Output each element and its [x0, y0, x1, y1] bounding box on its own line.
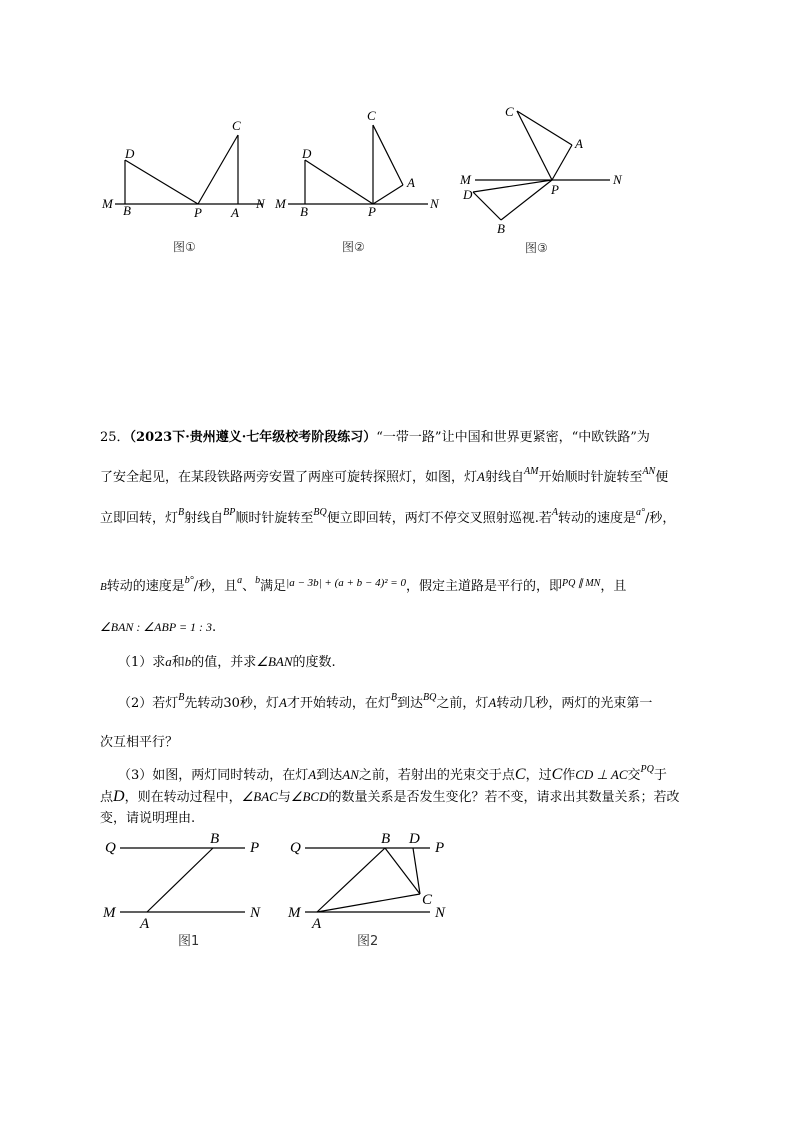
ratio-expression: ∠BAN : ∠ABP = 1 : 3: [100, 620, 213, 634]
text: 转动的速度是: [106, 579, 185, 594]
text: ，则在转动过程中，: [124, 790, 242, 805]
text: 转动几秒，两灯的光束第一: [496, 696, 653, 711]
problem-line-4: [100, 575, 720, 597]
text: 便: [655, 470, 669, 485]
var: AM: [523, 466, 539, 477]
text: .: [212, 620, 217, 635]
figure-2-bottom: [285, 830, 465, 950]
text: 和: [171, 655, 185, 670]
label-c: C: [367, 108, 376, 123]
caption: 图②: [342, 240, 365, 254]
text: 的度数.: [292, 655, 336, 670]
var: b°: [184, 575, 194, 586]
text: 立即回转，灯: [100, 511, 179, 526]
text: /秒，且: [193, 579, 238, 594]
var: a°: [635, 507, 645, 518]
text: （3）如图，两灯同时转动，在灯: [118, 768, 309, 783]
var: B: [390, 692, 398, 703]
segment-ca: [373, 125, 403, 185]
var: C: [551, 766, 563, 783]
label-p: P: [250, 840, 260, 856]
text: ，假定主道路是平行的，即: [405, 579, 562, 594]
text: （2）若灯: [118, 696, 179, 711]
text: 变，请说明理由.: [100, 811, 196, 826]
label-d: D: [409, 831, 420, 847]
segment-ap: [373, 185, 403, 204]
angle: ∠BAC: [241, 789, 278, 804]
label-n: N: [430, 196, 439, 211]
text: /秒，: [644, 511, 676, 526]
segment-ab: [147, 848, 213, 912]
figure-3-top-svg: [455, 100, 635, 255]
label-q: Q: [290, 840, 301, 856]
var: BQ: [423, 692, 437, 703]
var: BQ: [313, 507, 327, 518]
var: PQ: [640, 764, 654, 775]
text: 之前，灯: [436, 696, 489, 711]
var: AN: [642, 466, 656, 477]
label-a: A: [312, 916, 322, 932]
var: A: [551, 507, 558, 518]
problem-line-5: [100, 618, 720, 637]
text: 次互相平行？: [100, 735, 179, 750]
text: 才开始转动，在灯: [286, 696, 391, 711]
segment-bc: [385, 848, 420, 894]
problem-line-2: [100, 468, 720, 488]
text: 的数量关系是否发生变化？若不变，请求出其数量关系；若改: [328, 790, 680, 805]
label-p: P: [194, 205, 202, 220]
text: 先转动30秒，灯: [184, 696, 279, 711]
text: 于: [653, 768, 667, 783]
text: 到达: [316, 768, 343, 783]
text: 到达: [397, 696, 424, 711]
label-n: N: [256, 196, 265, 211]
var: A: [488, 695, 497, 710]
var: A: [308, 767, 317, 782]
equation: |a − 3b| + (a + b − 4)² = 0: [286, 577, 406, 589]
text: 顺时针旋转至: [235, 511, 314, 526]
label-n: N: [250, 905, 261, 921]
caption: 图③: [525, 241, 548, 255]
caption: 图①: [173, 240, 196, 254]
perpendicular-expression: CD ⊥ AC: [575, 767, 628, 782]
figure-2-top: [270, 105, 450, 255]
segment-ap: [552, 145, 572, 180]
question-2-line-2: [100, 734, 720, 752]
label-d: D: [125, 146, 135, 161]
question-3-line-3: [100, 810, 720, 828]
var: AN: [342, 767, 359, 782]
var: b: [255, 575, 261, 586]
label-a: A: [407, 175, 415, 190]
problem-line-1: [100, 429, 720, 447]
text: 射线自: [484, 470, 524, 485]
label-c: C: [232, 118, 241, 133]
var: B: [178, 692, 185, 703]
label-q: Q: [105, 840, 116, 856]
problem-source: （2023下·贵州遵义·七年级校考阶段练习）: [129, 430, 377, 445]
question-3-line-1: [118, 766, 738, 786]
segment-dp: [305, 160, 373, 204]
segment-db: [473, 192, 501, 220]
label-b: B: [300, 204, 308, 219]
text: 开始顺时针旋转至: [538, 470, 643, 485]
text: “一带一路”让中国和世界更紧密，“中欧铁路”为: [376, 430, 650, 445]
label-d: D: [302, 146, 312, 161]
text: 了安全起见，在某段铁路两旁安置了两座可旋转探照灯，如图，灯: [100, 470, 478, 485]
label-a: A: [231, 205, 239, 220]
var: C: [514, 766, 526, 783]
segment-dp: [125, 160, 198, 204]
text: 射线自: [184, 511, 224, 526]
text: 之前，若射出的光束交于点: [358, 768, 515, 783]
problem-line-3: [100, 507, 720, 529]
question-1: [118, 653, 738, 672]
figure-2-bottom-svg: [285, 830, 465, 950]
label-b: B: [497, 221, 505, 236]
question-2-line-1: [118, 694, 738, 714]
label-m: M: [103, 905, 116, 921]
label-m: M: [460, 172, 471, 187]
label-c: C: [505, 104, 514, 119]
label-p: P: [551, 182, 559, 197]
angle: ∠BCD: [290, 789, 329, 804]
label-b: B: [210, 831, 220, 847]
text: ，过: [525, 768, 552, 783]
label-p: P: [435, 840, 445, 856]
label-n: N: [613, 172, 622, 187]
text: 交: [627, 768, 641, 783]
caption: 图1: [178, 934, 200, 949]
figure-3-top: [455, 100, 635, 255]
figure-1-top-svg: [95, 115, 275, 255]
var: A: [278, 695, 287, 710]
label-n: N: [435, 905, 446, 921]
angle: ∠BAN: [256, 654, 293, 669]
problem-number: 25．: [100, 430, 130, 445]
label-a: A: [575, 136, 583, 151]
var: A: [477, 469, 485, 484]
text: ，且: [600, 579, 627, 594]
label-a: A: [140, 916, 150, 932]
parallel-expression: PQ ∥ MN: [561, 578, 601, 589]
segment-dp: [473, 180, 552, 192]
var: BP: [223, 507, 236, 518]
text: 转动的速度是: [557, 511, 636, 526]
var: D: [113, 788, 125, 805]
figure-1-bottom-svg: [100, 830, 280, 950]
label-b: B: [381, 831, 391, 847]
label-c: C: [422, 892, 433, 908]
figure-1-bottom: [100, 830, 280, 950]
var: b: [184, 654, 192, 669]
text: 便立即回转，两灯不停交叉照射巡视.若: [326, 511, 552, 526]
segment-pc: [198, 135, 238, 204]
text: 满足: [260, 579, 287, 594]
figure-1-top: [95, 115, 275, 255]
label-m: M: [275, 196, 286, 211]
text: 作: [562, 768, 576, 783]
label-b: B: [123, 203, 131, 218]
label-m: M: [102, 196, 113, 211]
question-3-line-2: [100, 788, 720, 807]
figure-2-top-svg: [270, 105, 450, 255]
caption: 图2: [357, 934, 379, 949]
label-p: P: [368, 204, 376, 219]
label-d: D: [463, 187, 473, 202]
text: 的值，并求: [191, 655, 257, 670]
text: 与: [277, 790, 291, 805]
var: a: [237, 575, 243, 586]
text: 、: [242, 579, 256, 594]
var: B: [100, 581, 107, 593]
text: 点: [100, 790, 114, 805]
text: （1）求: [118, 655, 166, 670]
var: a: [165, 654, 172, 669]
var: B: [178, 507, 185, 518]
label-m: M: [288, 905, 301, 921]
